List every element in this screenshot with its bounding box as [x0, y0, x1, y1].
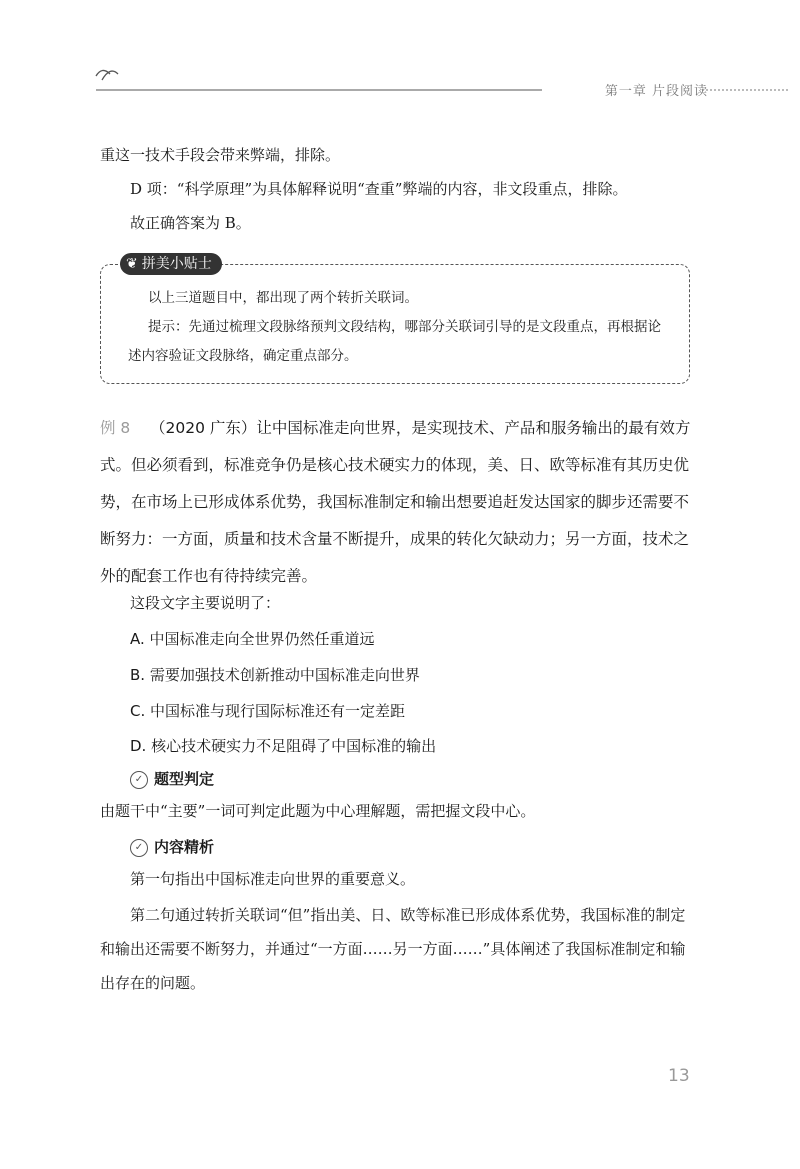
- tip-title-text: 拼美小贴士: [141, 256, 212, 272]
- tip-line-1: 以上三道题目中，都出现了两个转折关联词。: [148, 290, 418, 306]
- question-stem: 这段文字主要说明了：: [130, 594, 281, 612]
- section-type-title: 题型判定: [154, 770, 215, 788]
- option-d: D. 核心技术硬实力不足阻碍了中国标准的输出: [130, 737, 437, 755]
- badge-icon: ✓: [130, 839, 148, 857]
- section-type-heading: [130, 768, 214, 789]
- example-text: 让中国标准走向世界，是实现技术、产品和服务输出的最有效方式。但必须看到，标准竞争仍是核心技术硬实力的体现，美、日、欧等标准有其历史优势，在市场上已形成体系优势，我国标准制定和输出想要追赶发达国家的脚步还需要不断努力：一方面，质量和技术含量不断提升，成果的转化欠缺动力；另一方面，技术之外的配套工作也有待持续完善。: [100, 419, 691, 585]
- section-analysis-heading: [130, 836, 214, 857]
- option-b: B. 需要加强技术创新推动中国标准走向世界: [130, 666, 420, 684]
- page-number: 13: [668, 1066, 690, 1086]
- example-source: （2020 广东）: [150, 419, 257, 437]
- option-a: A. 中国标准走向全世界仍然任重道远: [130, 630, 375, 648]
- tip-title: [120, 253, 222, 275]
- leaf-icon: ❦: [126, 256, 138, 272]
- example-label: 例 8: [100, 419, 131, 437]
- analysis-para-2: 第二句通过转折关联词“但”指出美、日、欧等标准已形成体系优势，我国标准的制定和输出还需要不断努力，并通过“一方面……另一方面……”具体阐述了我国标准制定和输出存在的问题。: [100, 906, 686, 992]
- answer-line-1: 重这一技术手段会带来弊端，排除。: [100, 146, 341, 164]
- option-c: C. 中国标准与现行国际标准还有一定差距: [130, 702, 406, 720]
- answer-option-d: D 项：“科学原理”为具体解释说明“查重”弊端的内容，非文段重点，排除。: [130, 180, 628, 198]
- chapter-label: 第一章 片段阅读: [604, 84, 708, 99]
- tip-line-2: 提示：先通过梳理文段脉络预判文段结构，哪部分关联词引导的是文段重点，再根据论述内容验证文段脉络，确定重点部分。: [128, 319, 661, 364]
- example-passage: [100, 410, 694, 595]
- section-type-text: 由题干中“主要”一词可判定此题为中心理解题，需把握文段中心。: [100, 802, 536, 820]
- answer-conclusion: 故正确答案为 B。: [130, 214, 251, 232]
- sprout-icon: [96, 70, 118, 80]
- badge-icon: ✓: [130, 771, 148, 789]
- section-analysis-title: 内容精析: [154, 838, 215, 856]
- analysis-para-1: 第一句指出中国标准走向世界的重要意义。: [130, 870, 416, 888]
